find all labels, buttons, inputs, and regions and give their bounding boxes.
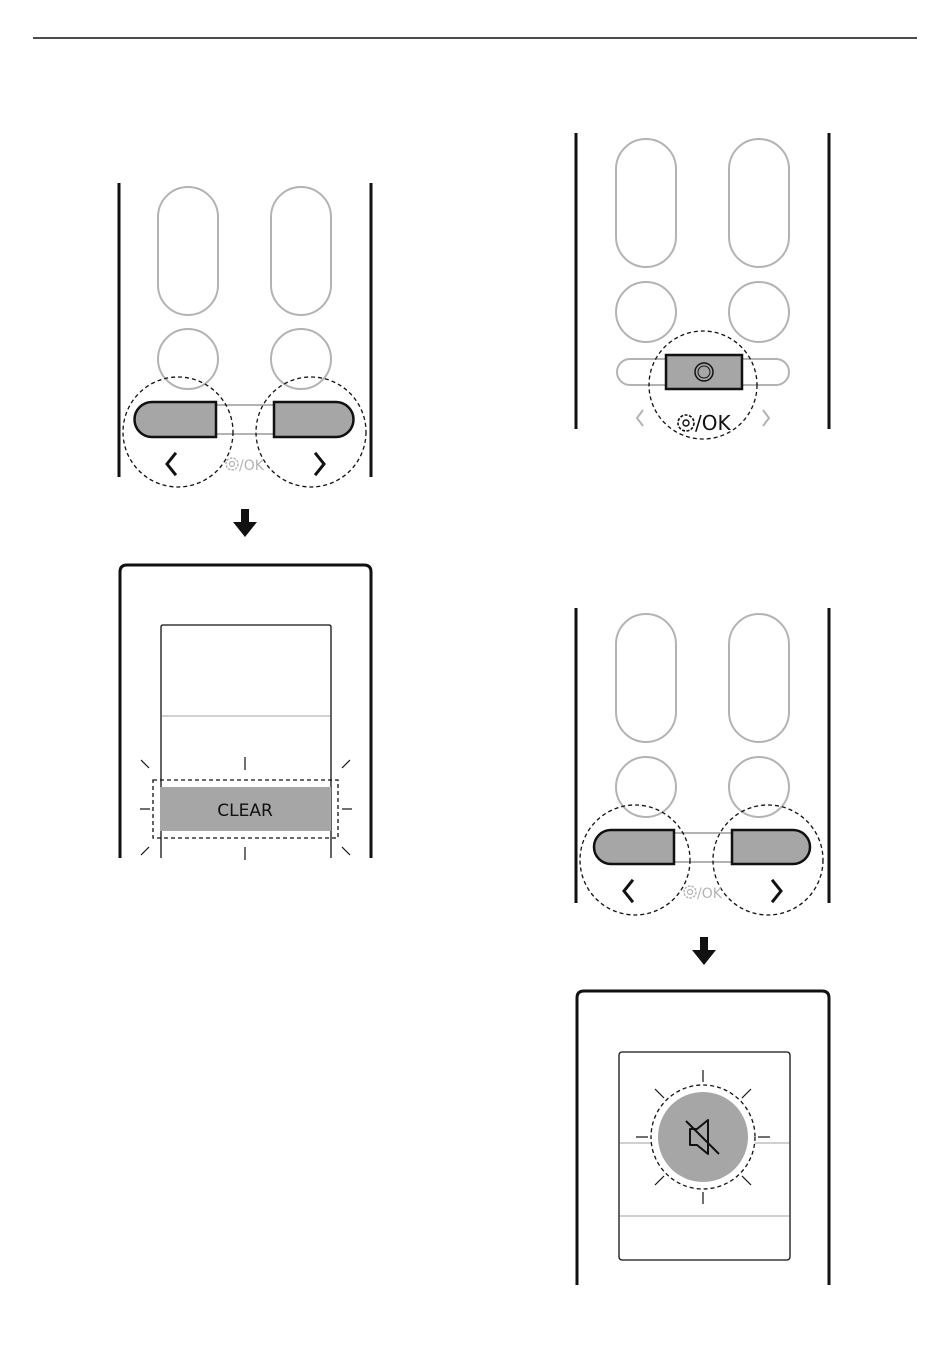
remote-key — [158, 329, 218, 389]
right-arrow-icon — [773, 881, 781, 901]
ok-label: /OK — [239, 458, 264, 474]
remote-key — [616, 282, 676, 342]
right-arrow-icon — [316, 454, 324, 474]
remote-key — [616, 139, 676, 267]
gear-icon — [226, 458, 238, 470]
remote-key — [158, 187, 218, 315]
ok-button[interactable] — [666, 355, 742, 389]
remote-key — [271, 187, 331, 315]
remote-key — [729, 757, 789, 817]
remote-panel-ok — [576, 133, 829, 439]
remote-key — [729, 282, 789, 342]
left-button[interactable] — [594, 830, 674, 864]
down-arrow-icon — [692, 937, 716, 965]
remote-key — [616, 757, 676, 817]
remote-key — [729, 614, 789, 742]
right-button[interactable] — [274, 402, 354, 437]
remote-key — [271, 329, 331, 389]
ok-label: /OK — [695, 411, 731, 435]
remote-key — [729, 139, 789, 267]
right-button[interactable] — [732, 830, 810, 864]
remote-panel-left-right-bottom — [576, 608, 829, 915]
down-arrow-icon — [233, 509, 257, 537]
remote-panel-left-right-top — [119, 183, 371, 487]
gear-icon — [678, 415, 694, 431]
ok-key — [674, 833, 732, 862]
left-arrow-icon — [624, 881, 632, 901]
gear-icon — [684, 886, 696, 898]
ok-key — [216, 405, 274, 434]
display-panel-mute — [577, 991, 829, 1285]
left-button[interactable] — [134, 402, 216, 437]
ok-label: /OK — [697, 886, 722, 902]
clear-label: CLEAR — [217, 801, 273, 821]
left-arrow-icon — [167, 454, 175, 474]
display-panel-clear — [120, 565, 371, 860]
remote-key — [616, 614, 676, 742]
